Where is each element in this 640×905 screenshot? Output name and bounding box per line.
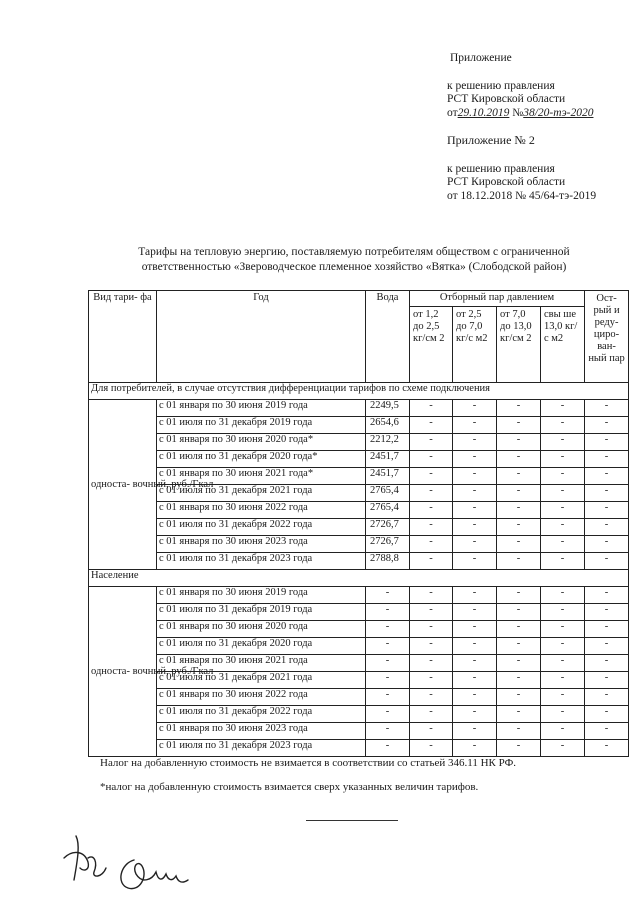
water-cell: 2212,2 [366,434,410,451]
p4-cell: - [541,672,585,689]
water-cell: - [366,672,410,689]
p1-cell: - [410,672,453,689]
section-title: Для потребителей, в случае отсутствия дифференциации тарифов по схеме подключения [89,383,629,400]
water-cell: 2726,7 [366,519,410,536]
water-cell: - [366,723,410,740]
p2-cell: - [453,638,497,655]
p3-cell: - [497,434,541,451]
table-row [89,621,629,638]
header-kind: Вид тари- фа [89,291,157,383]
period-cell: с 01 января по 30 июня 2023 года [157,723,366,740]
appendix-1-line3 [447,107,593,120]
header-pressure-1: от 1,2 до 2,5 кг/см 2 [410,307,453,383]
p2-cell: - [453,434,497,451]
water-cell: - [366,740,410,757]
appendix-1-handwritten-date: 29.10.2019 [457,107,510,119]
tariff-table [88,290,629,757]
appendix-1-label: Приложение [450,52,512,64]
appendix-2-line3: от 18.12.2018 № 45/64-тэ-2019 [447,190,597,202]
table-row [89,434,629,451]
period-cell: с 01 июля по 31 декабря 2021 года [157,485,366,502]
p4-cell: - [541,417,585,434]
water-cell: - [366,706,410,723]
p2-cell: - [453,451,497,468]
p3-cell: - [497,621,541,638]
document-title-line1: Тарифы на тепловую энергию, поставляемую потребителям обществом с ограниченной [138,246,570,258]
period-cell: с 01 июля по 31 декабря 2021 года [157,672,366,689]
p3-cell: - [497,587,541,604]
table-row [89,485,629,502]
period-cell: с 01 января по 30 июня 2020 года [157,621,366,638]
document-title-line2: ответственностью «Зверoводческое племенное хозяйство «Вятка» (Слободской район) [141,261,567,273]
acute-cell: - [585,706,629,723]
water-cell: 2451,7 [366,468,410,485]
table-row [89,536,629,553]
water-cell: - [366,638,410,655]
p1-cell: - [410,723,453,740]
section-title-row [89,570,629,587]
table-row [89,553,629,570]
p4-cell: - [541,502,585,519]
p1-cell: - [410,621,453,638]
handwritten-initials [58,828,118,888]
period-cell: с 01 января по 30 июня 2021 года [157,655,366,672]
p1-cell: - [410,417,453,434]
p4-cell: - [541,485,585,502]
appendix-1-line1: к решению правления [447,80,555,92]
p1-cell: - [410,400,453,417]
header-pressure-3: от 7,0 до 13,0 кг/см 2 [497,307,541,383]
p3-cell: - [497,519,541,536]
p4-cell: - [541,740,585,757]
header-steam-group: Отборный пар давлением [410,291,585,307]
period-cell: с 01 января по 30 июня 2023 года [157,536,366,553]
table-row [89,672,629,689]
p4-cell: - [541,655,585,672]
p3-cell: - [497,485,541,502]
document-title [80,245,628,275]
p1-cell: - [410,485,453,502]
p1-cell: - [410,468,453,485]
period-cell: с 01 июля по 31 декабря 2020 года* [157,451,366,468]
water-cell: 2765,4 [366,485,410,502]
p2-cell: - [453,740,497,757]
p3-cell: - [497,536,541,553]
acute-cell: - [585,536,629,553]
table-row [89,400,629,417]
p4-cell: - [541,553,585,570]
p3-cell: - [497,468,541,485]
p1-cell: - [410,689,453,706]
acute-cell: - [585,553,629,570]
acute-cell: - [585,689,629,706]
p1-cell: - [410,434,453,451]
section-general [89,383,629,570]
table-row [89,502,629,519]
p4-cell: - [541,621,585,638]
p4-cell: - [541,434,585,451]
acute-cell: - [585,519,629,536]
p3-cell: - [497,604,541,621]
p2-cell: - [453,400,497,417]
p2-cell: - [453,689,497,706]
signature-line [306,820,398,821]
p1-cell: - [410,706,453,723]
tariff-kind-label: односта- вочный, руб./Гкал [89,400,157,570]
p3-cell: - [497,400,541,417]
p4-cell: - [541,519,585,536]
p3-cell: - [497,655,541,672]
p1-cell: - [410,519,453,536]
p3-cell: - [497,502,541,519]
acute-cell: - [585,485,629,502]
water-cell: - [366,689,410,706]
acute-cell: - [585,740,629,757]
table-row [89,740,629,757]
section-title-row [89,383,629,400]
p2-cell: - [453,468,497,485]
p4-cell: - [541,706,585,723]
period-cell: с 01 июля по 31 декабря 2022 года [157,519,366,536]
p2-cell: - [453,621,497,638]
water-cell: 2451,7 [366,451,410,468]
water-cell: 2765,4 [366,502,410,519]
p4-cell: - [541,468,585,485]
period-cell: с 01 января по 30 июня 2019 года [157,587,366,604]
header-acute-steam: Ост- рый и реду- циро- ван- ный пар [585,291,629,383]
header-pressure-2: от 2,5 до 7,0 кг/с м2 [453,307,497,383]
table-row [89,723,629,740]
table-row [89,638,629,655]
p3-cell: - [497,723,541,740]
appendix-1-number-sign: № [512,107,524,119]
water-cell: 2249,5 [366,400,410,417]
acute-cell: - [585,672,629,689]
appendix-2-line2: РСТ Кировской области [447,176,566,188]
p2-cell: - [453,587,497,604]
table-row [89,604,629,621]
p4-cell: - [541,587,585,604]
p2-cell: - [453,655,497,672]
p4-cell: - [541,723,585,740]
p4-cell: - [541,400,585,417]
p3-cell: - [497,451,541,468]
header-pressure-4: свы ше 13,0 кг/с м2 [541,307,585,383]
acute-cell: - [585,417,629,434]
p2-cell: - [453,536,497,553]
period-cell: с 01 января по 30 июня 2020 года* [157,434,366,451]
acute-cell: - [585,587,629,604]
p1-cell: - [410,638,453,655]
p2-cell: - [453,519,497,536]
section-population [89,570,629,757]
p2-cell: - [453,417,497,434]
header-period: Год [157,291,366,383]
p2-cell: - [453,706,497,723]
table-row [89,587,629,604]
water-cell: 2726,7 [366,536,410,553]
p3-cell: - [497,706,541,723]
table-row [89,689,629,706]
acute-cell: - [585,655,629,672]
p3-cell: - [497,740,541,757]
p1-cell: - [410,655,453,672]
acute-cell: - [585,502,629,519]
appendix-1-handwritten-number: 38/20-тэ-2020 [523,107,594,119]
p3-cell: - [497,672,541,689]
acute-cell: - [585,434,629,451]
water-cell: 2654,6 [366,417,410,434]
note-vat-not-charged: Налог на добавленную стоимость не взимается в соответствии со статьей 346.11 НК РФ. [100,757,517,769]
acute-cell: - [585,400,629,417]
p2-cell: - [453,672,497,689]
acute-cell: - [585,621,629,638]
table-row [89,451,629,468]
p1-cell: - [410,536,453,553]
period-cell: с 01 января по 30 июня 2019 года [157,400,366,417]
period-cell: с 01 июля по 31 декабря 2023 года [157,553,366,570]
water-cell: - [366,587,410,604]
appendix-1-line2: РСТ Кировской области [447,93,566,105]
p1-cell: - [410,587,453,604]
p3-cell: - [497,638,541,655]
p3-cell: - [497,553,541,570]
note-vat-charged-on-top: *налог на добавленную стоимость взимается сверх указанных величин тарифов. [100,781,479,793]
p1-cell: - [410,740,453,757]
p2-cell: - [453,723,497,740]
acute-cell: - [585,604,629,621]
water-cell: - [366,621,410,638]
period-cell: с 01 января по 30 июня 2022 года [157,502,366,519]
period-cell: с 01 января по 30 июня 2021 года* [157,468,366,485]
table-row [89,417,629,434]
p4-cell: - [541,689,585,706]
appendix-2-label: Приложение № 2 [447,133,535,147]
period-cell: с 01 июля по 31 декабря 2022 года [157,706,366,723]
p2-cell: - [453,553,497,570]
handwritten-signature [112,850,192,895]
tariff-kind-label: односта- вочный, руб./Гкал [89,587,157,757]
p4-cell: - [541,638,585,655]
table-row [89,519,629,536]
p2-cell: - [453,485,497,502]
p2-cell: - [453,604,497,621]
period-cell: с 01 января по 30 июня 2022 года [157,689,366,706]
p1-cell: - [410,604,453,621]
p2-cell: - [453,502,497,519]
acute-cell: - [585,638,629,655]
p1-cell: - [410,502,453,519]
header-water: Вода [366,291,410,383]
water-cell: 2788,8 [366,553,410,570]
period-cell: с 01 июля по 31 декабря 2020 года [157,638,366,655]
period-cell: с 01 июля по 31 декабря 2019 года [157,417,366,434]
acute-cell: - [585,723,629,740]
period-cell: с 01 июля по 31 декабря 2023 года [157,740,366,757]
p4-cell: - [541,451,585,468]
p4-cell: - [541,604,585,621]
water-cell: - [366,655,410,672]
acute-cell: - [585,468,629,485]
water-cell: - [366,604,410,621]
p3-cell: - [497,689,541,706]
p3-cell: - [497,417,541,434]
appendix-1-date-prefix: от [447,107,458,119]
table-row [89,706,629,723]
p1-cell: - [410,451,453,468]
section-title: Население [89,570,629,587]
appendix-2-line1: к решению правления [447,163,555,175]
period-cell: с 01 июля по 31 декабря 2019 года [157,604,366,621]
acute-cell: - [585,451,629,468]
p4-cell: - [541,536,585,553]
p1-cell: - [410,553,453,570]
